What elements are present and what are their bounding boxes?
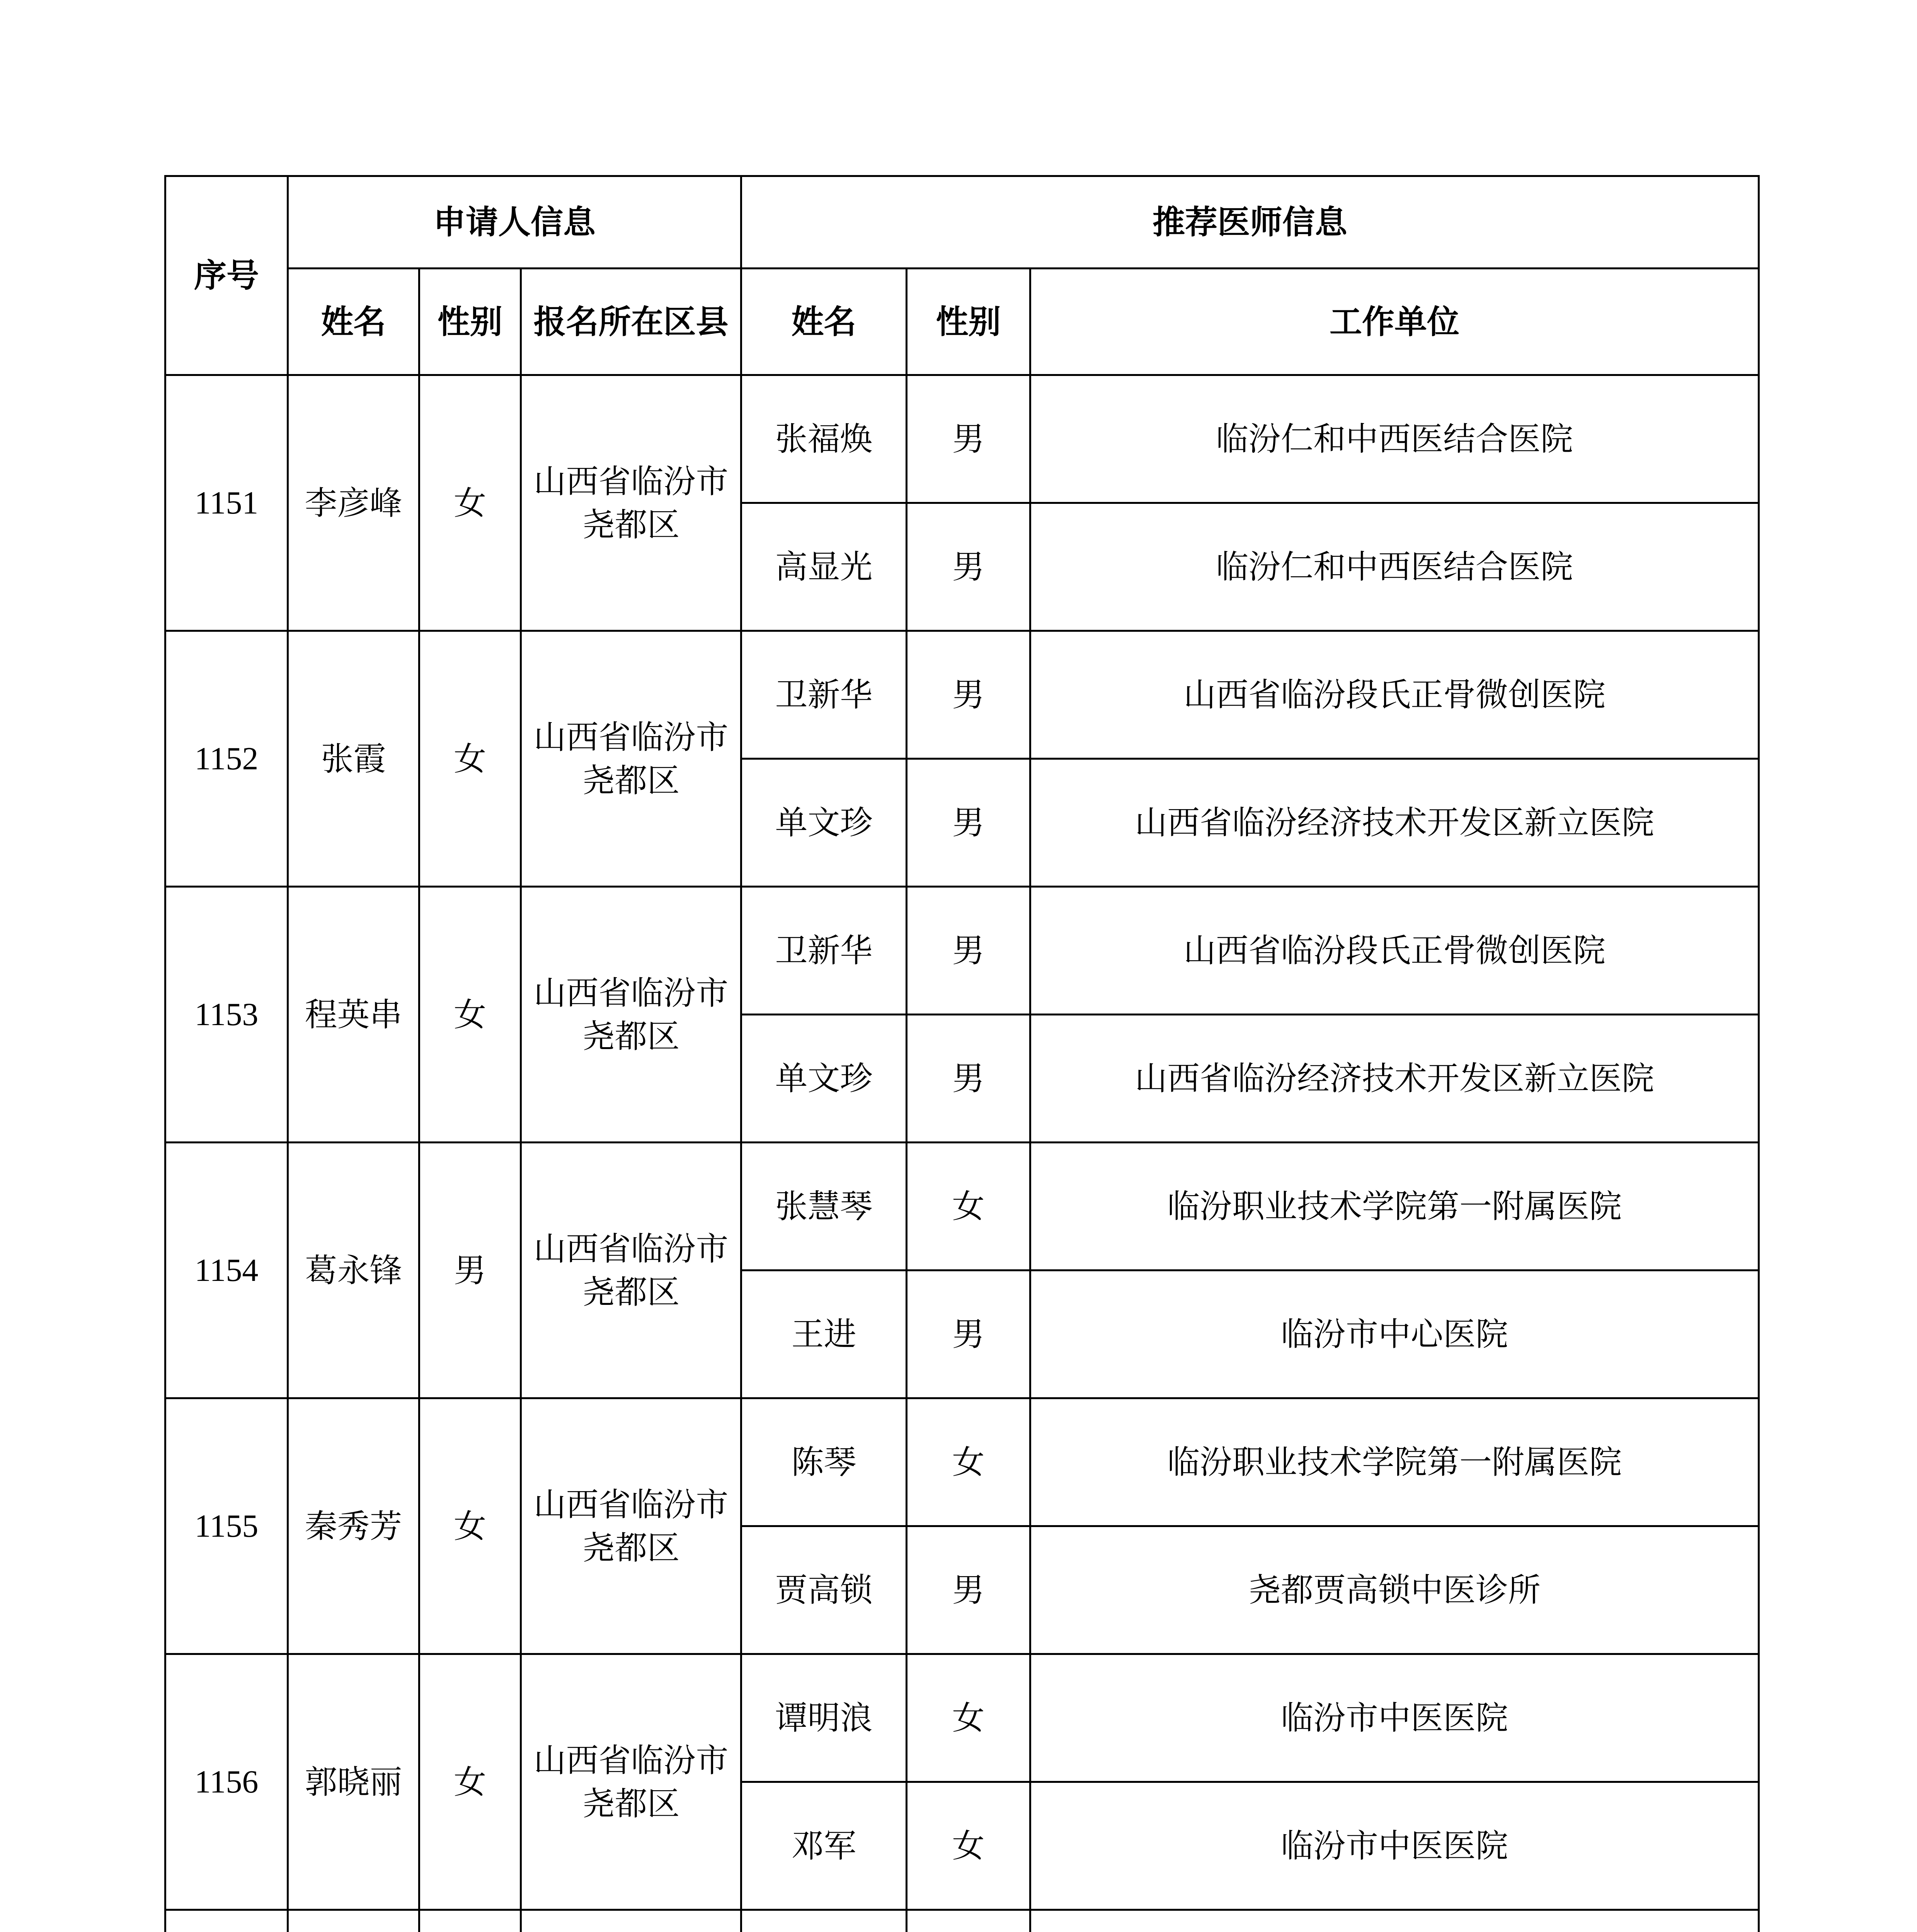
applicant-gender-cell: 女: [419, 887, 521, 1143]
doctor-gender-cell: 男: [907, 375, 1030, 503]
workplace-cell: 临汾市中医医院: [1030, 1782, 1759, 1910]
region-cell: [521, 1910, 741, 1932]
applicant-gender-cell: 女: [419, 1398, 521, 1654]
workplace-cell: 临汾市中心医院: [1030, 1270, 1759, 1398]
doctor-name-cell: 贾高锁: [741, 1526, 907, 1654]
doctor-gender-cell: 女: [907, 1143, 1030, 1270]
recommendation-table: [164, 175, 1760, 1932]
table-row: [165, 375, 1759, 503]
table-row: [165, 1398, 1759, 1526]
doctor-name-cell: 张慧琴: [741, 1143, 907, 1270]
seq-cell: 1153: [165, 887, 288, 1143]
region-cell: 山西省临汾市尧都区: [521, 631, 741, 887]
applicant-name-cell: [288, 1910, 419, 1932]
workplace-cell: 临汾职业技术学院第一附属医院: [1030, 1143, 1759, 1270]
doctor-name-cell: 高显光: [741, 503, 907, 631]
workplace-cell: 临汾仁和中西医结合医院: [1030, 503, 1759, 631]
doctor-gender-cell: 女: [907, 1398, 1030, 1526]
table-row: [165, 631, 1759, 759]
seq-cell: [165, 1910, 288, 1932]
workplace-cell: [1030, 1910, 1759, 1932]
header-region: 报名所在区县: [521, 269, 741, 375]
table-row: [165, 1143, 1759, 1270]
applicant-name-cell: 李彦峰: [288, 375, 419, 631]
region-cell: 山西省临汾市尧都区: [521, 375, 741, 631]
header-applicant-gender: 性别: [419, 269, 521, 375]
doctor-gender-cell: [907, 1910, 1030, 1932]
applicant-gender-cell: 女: [419, 631, 521, 887]
header-doctor-name: 姓名: [741, 269, 907, 375]
doctor-name-cell: 单文珍: [741, 1015, 907, 1143]
applicant-gender-cell: 男: [419, 1143, 521, 1398]
doctor-name-cell: 卫新华: [741, 631, 907, 759]
doctor-gender-cell: 男: [907, 1015, 1030, 1143]
table-row: [165, 1654, 1759, 1782]
doctor-gender-cell: 女: [907, 1654, 1030, 1782]
workplace-cell: 山西省临汾段氏正骨微创医院: [1030, 887, 1759, 1015]
seq-cell: 1155: [165, 1398, 288, 1654]
applicant-name-cell: 葛永锋: [288, 1143, 419, 1398]
header-applicant-group: 申请人信息: [288, 176, 741, 269]
doctor-gender-cell: 男: [907, 503, 1030, 631]
workplace-cell: 尧都贾高锁中医诊所: [1030, 1526, 1759, 1654]
doctor-name-cell: 卫新华: [741, 887, 907, 1015]
workplace-cell: 山西省临汾经济技术开发区新立医院: [1030, 1015, 1759, 1143]
doctor-name-cell: 张福焕: [741, 375, 907, 503]
table-row: [165, 887, 1759, 1015]
doctor-name-cell: 王进: [741, 1270, 907, 1398]
doctor-gender-cell: 男: [907, 631, 1030, 759]
table-body: [165, 375, 1759, 1932]
table-row: [165, 1910, 1759, 1932]
seq-cell: 1156: [165, 1654, 288, 1910]
region-cell: 山西省临汾市尧都区: [521, 1654, 741, 1910]
header-workplace: 工作单位: [1030, 269, 1759, 375]
header-applicant-name: 姓名: [288, 269, 419, 375]
doctor-gender-cell: 男: [907, 759, 1030, 887]
doctor-gender-cell: 女: [907, 1782, 1030, 1910]
doctor-name-cell: 邓军: [741, 1782, 907, 1910]
doctor-name-cell: 单文珍: [741, 759, 907, 887]
applicant-gender-cell: 女: [419, 1654, 521, 1910]
applicant-name-cell: 秦秀芳: [288, 1398, 419, 1654]
doctor-name-cell: 谭明浪: [741, 1654, 907, 1782]
workplace-cell: 临汾职业技术学院第一附属医院: [1030, 1398, 1759, 1526]
doctor-name-cell: [741, 1910, 907, 1932]
seq-cell: 1154: [165, 1143, 288, 1398]
header-doctor-group: 推荐医师信息: [741, 176, 1759, 269]
header-seq: 序号: [165, 176, 288, 375]
seq-cell: 1152: [165, 631, 288, 887]
header-doctor-gender: 性别: [907, 269, 1030, 375]
doctor-name-cell: 陈琴: [741, 1398, 907, 1526]
workplace-cell: 临汾仁和中西医结合医院: [1030, 375, 1759, 503]
applicant-gender-cell: 女: [419, 375, 521, 631]
applicant-name-cell: 郭晓丽: [288, 1654, 419, 1910]
region-cell: 山西省临汾市尧都区: [521, 1398, 741, 1654]
doctor-gender-cell: 男: [907, 887, 1030, 1015]
region-cell: 山西省临汾市尧都区: [521, 887, 741, 1143]
region-cell: 山西省临汾市尧都区: [521, 1143, 741, 1398]
workplace-cell: 山西省临汾经济技术开发区新立医院: [1030, 759, 1759, 887]
doctor-gender-cell: 男: [907, 1270, 1030, 1398]
applicant-name-cell: 程英串: [288, 887, 419, 1143]
applicant-name-cell: 张霞: [288, 631, 419, 887]
doctor-gender-cell: 男: [907, 1526, 1030, 1654]
workplace-cell: 山西省临汾段氏正骨微创医院: [1030, 631, 1759, 759]
workplace-cell: 临汾市中医医院: [1030, 1654, 1759, 1782]
seq-cell: 1151: [165, 375, 288, 631]
applicant-gender-cell: [419, 1910, 521, 1932]
